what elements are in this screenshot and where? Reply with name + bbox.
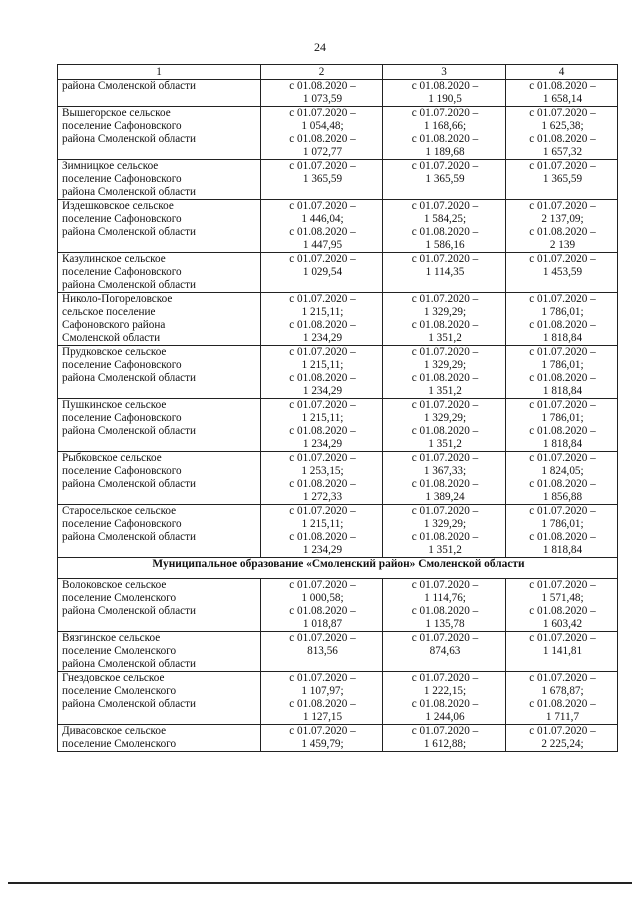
settlement-name-cell-line: Николо-Погореловское	[62, 293, 173, 305]
column-2-cell-line: 1 107,97;	[301, 685, 344, 697]
settlement-name-cell	[58, 253, 261, 293]
column-2-cell-line: 1 234,29	[302, 544, 343, 556]
settlement-name-cell-line: района Смоленской области	[62, 425, 197, 437]
column-3-cell	[383, 346, 506, 399]
column-3-cell-line: 874,63	[429, 645, 461, 657]
column-3-cell-line: с 01.07.2020 –	[411, 632, 479, 644]
column-2-cell-line: 1 073,59	[302, 93, 343, 105]
settlement-name-cell-line: Вышегорское сельское	[62, 107, 171, 119]
column-3-cell-line: с 01.07.2020 –	[411, 452, 479, 464]
table-row	[58, 253, 618, 293]
column-3-cell-line: с 01.07.2020 –	[411, 253, 479, 265]
section-row	[58, 558, 618, 579]
column-4-cell-line: 1 786,01;	[541, 518, 584, 530]
table-row	[58, 505, 618, 558]
table-body	[58, 80, 618, 752]
column-2-cell-line: 1 018,87	[302, 618, 343, 630]
column-4-cell	[506, 452, 618, 505]
table-row	[58, 579, 618, 632]
column-4-cell-line: 1 818,84	[542, 544, 583, 556]
column-3-cell-line: 1 351,2	[428, 332, 462, 344]
settlement-name-cell-line: района Смоленской области	[62, 279, 197, 291]
settlement-name-cell-line: Казулинское сельское	[62, 253, 166, 265]
table-row	[58, 200, 618, 253]
settlement-name-cell-line: Рыбковское сельское	[62, 452, 162, 464]
column-4-cell-line: с 01.08.2020 –	[529, 226, 596, 238]
column-3-cell-line: 1 389,24	[425, 491, 465, 503]
column-3-cell-line: 1 190,5	[428, 93, 462, 105]
column-2-cell-line: 1 215,11;	[301, 412, 344, 424]
column-4-cell-line: 1 824,05;	[541, 465, 584, 477]
column-header-1: 1	[58, 65, 261, 80]
column-4-cell-line: с 01.07.2020 –	[529, 160, 596, 172]
settlement-name-cell-line: Гнездовское сельское	[62, 672, 165, 684]
column-2-cell-line: 1 447,95	[302, 239, 343, 251]
column-3-cell-line: 1 329,29;	[423, 412, 467, 424]
column-3-cell	[383, 107, 506, 160]
column-2-cell-line: 1 215,11;	[301, 518, 344, 530]
column-2-cell-line: с 01.07.2020 –	[289, 253, 356, 265]
column-3-cell	[383, 505, 506, 558]
column-3-cell	[383, 293, 506, 346]
settlement-name-cell-line: Волоковское сельское	[62, 579, 167, 591]
column-4-cell	[506, 632, 618, 672]
column-2-cell-line: 1 215,11;	[301, 306, 344, 318]
column-2-cell-line: с 01.08.2020 –	[289, 80, 356, 92]
column-2-cell-line: с 01.07.2020 –	[289, 632, 356, 644]
column-3-cell-line: 1 351,2	[428, 438, 462, 450]
settlement-name-cell-line: района Смоленской области	[62, 186, 197, 198]
settlement-name-cell-line: сельское поселение	[62, 306, 156, 318]
column-2-cell-line: 1 272,33	[302, 491, 343, 503]
column-4-cell-line: с 01.07.2020 –	[529, 632, 596, 644]
settlement-name-cell-line: поселение Смоленского	[62, 685, 177, 697]
column-2-cell-line: 1 446,04;	[301, 213, 344, 225]
column-4-cell-line: 1 603,42	[542, 618, 583, 630]
column-4-cell-line: 1 658,14	[542, 93, 583, 105]
column-2-cell-line: с 01.08.2020 –	[289, 133, 356, 145]
settlement-name-cell-line: поселение Смоленского	[62, 738, 177, 750]
column-2-cell-line: 1 127,15	[302, 711, 343, 723]
column-3-cell-line: с 01.07.2020 –	[411, 725, 479, 737]
settlement-name-cell-line: Вязгинское сельское	[62, 632, 161, 644]
column-3-cell-line: с 01.08.2020 –	[411, 425, 479, 437]
column-4-cell	[506, 253, 618, 293]
settlement-name-cell-line: Зимницкое сельское	[62, 160, 159, 172]
settlement-name-cell-line: поселение Сафоновского	[62, 213, 182, 225]
column-2-cell-line: с 01.07.2020 –	[289, 399, 356, 411]
column-2-cell-line: 813,56	[307, 645, 338, 657]
table-row	[58, 107, 618, 160]
column-4-cell-line: 1 818,84	[542, 332, 583, 344]
settlement-name-cell	[58, 672, 261, 725]
column-3-cell-line: с 01.08.2020 –	[411, 133, 479, 145]
column-3-cell-line: 1 351,2	[428, 385, 462, 397]
column-2-cell-line: с 01.08.2020 –	[289, 226, 356, 238]
column-2-cell	[261, 505, 383, 558]
settlement-name-cell-line: района Смоленской области	[62, 658, 197, 670]
column-3-cell-line: 1 135,78	[425, 618, 465, 630]
column-3-cell-line: с 01.07.2020 –	[411, 293, 479, 305]
column-3-cell-line: 1 168,66;	[423, 120, 467, 132]
settlement-name-cell-line: Издешковское сельское	[62, 200, 174, 212]
column-2-cell	[261, 346, 383, 399]
column-2-cell-line: с 01.07.2020 –	[289, 346, 356, 358]
column-4-cell-line: с 01.08.2020 –	[529, 372, 596, 384]
column-2-cell-line: с 01.07.2020 –	[289, 293, 356, 305]
column-4-cell-line: 1 856,88	[542, 491, 583, 503]
column-4-cell-line: 2 139	[549, 239, 576, 251]
column-header-3: 3	[383, 65, 506, 80]
column-3-cell-line: 1 365,59	[425, 173, 465, 185]
column-3-cell-line: 1 329,29;	[423, 518, 467, 530]
column-2-cell-line: с 01.07.2020 –	[289, 452, 356, 464]
column-3-cell-line: 1 586,16	[425, 239, 465, 251]
settlement-name-cell-line: района Смоленской области	[62, 372, 197, 384]
settlement-name-cell-line: Дивасовское сельское	[62, 725, 167, 737]
column-4-cell-line: 1 711,7	[545, 711, 580, 723]
settlement-name-cell	[58, 452, 261, 505]
column-3-cell-line: 1 114,35	[425, 266, 465, 278]
settlement-name-cell-line: поселение Сафоновского	[62, 266, 182, 278]
column-4-cell-line: с 01.08.2020 –	[529, 425, 596, 437]
settlement-name-cell-line: поселение Смоленского	[62, 645, 177, 657]
settlement-name-cell-line: поселение Сафоновского	[62, 412, 182, 424]
table-row	[58, 399, 618, 452]
column-3-cell-line: с 01.08.2020 –	[411, 698, 479, 710]
column-2-cell-line: 1 234,29	[302, 332, 343, 344]
column-2-cell-line: с 01.08.2020 –	[289, 372, 356, 384]
column-3-cell	[383, 672, 506, 725]
column-3-cell	[383, 452, 506, 505]
column-2-cell-line: 1 072,77	[302, 146, 343, 158]
settlement-name-cell-line: района Смоленской области	[62, 133, 197, 145]
column-4-cell-line: 1 625,38;	[541, 120, 584, 132]
column-4-cell	[506, 505, 618, 558]
column-3-cell-line: 1 189,68	[425, 146, 465, 158]
column-2-cell-line: 1 215,11;	[301, 359, 344, 371]
settlement-name-cell-line: района Смоленской области	[62, 226, 197, 238]
column-4-cell-line: с 01.07.2020 –	[529, 452, 596, 464]
section-title: Муниципальное образование «Смоленский район» Смоленской области	[58, 558, 618, 579]
column-4-cell-line: с 01.07.2020 –	[529, 293, 596, 305]
column-2-cell-line: 1 234,29	[302, 438, 343, 450]
column-2-cell-line: с 01.07.2020 –	[289, 725, 356, 737]
table-row	[58, 452, 618, 505]
column-2-cell-line: с 01.07.2020 –	[289, 107, 356, 119]
bottom-divider	[8, 882, 632, 884]
column-2-cell-line: 1 029,54	[302, 266, 343, 278]
column-4-cell-line: 1 786,01;	[541, 306, 584, 318]
column-2-cell-line: с 01.08.2020 –	[289, 605, 356, 617]
column-4-cell-line: с 01.07.2020 –	[529, 399, 596, 411]
column-3-cell-line: с 01.07.2020 –	[411, 399, 479, 411]
column-2-cell	[261, 632, 383, 672]
column-4-cell	[506, 579, 618, 632]
settlement-name-cell-line: поселение Сафоновского	[62, 173, 182, 185]
column-3-cell-line: с 01.08.2020 –	[411, 478, 479, 490]
column-3-cell-line: 1 329,29;	[423, 306, 467, 318]
column-4-cell	[506, 160, 618, 200]
column-header-4: 4	[506, 65, 618, 80]
column-3-cell-line: с 01.08.2020 –	[411, 531, 479, 543]
column-4-cell-line: 1 571,48;	[541, 592, 584, 604]
settlement-name-cell-line: Старосельское сельское	[62, 505, 177, 517]
header-row	[58, 65, 618, 80]
settlement-name-cell	[58, 346, 261, 399]
page-number: 24	[314, 40, 326, 54]
settlement-name-cell	[58, 293, 261, 346]
column-2-cell-line: с 01.07.2020 –	[289, 200, 356, 212]
column-4-cell-line: с 01.07.2020 –	[529, 725, 596, 737]
column-4-cell-line: 1 453,59	[542, 266, 583, 278]
settlement-name-cell-line: поселение Сафоновского	[62, 120, 182, 132]
column-2-cell-line: 1 000,58;	[301, 592, 344, 604]
column-2-cell-line: 1 365,59	[302, 173, 343, 185]
column-2-cell	[261, 80, 383, 107]
settlement-name-cell	[58, 200, 261, 253]
column-3-cell-line: с 01.07.2020 –	[411, 505, 479, 517]
column-2-cell	[261, 672, 383, 725]
column-4-cell-line: с 01.08.2020 –	[529, 478, 596, 490]
column-3-cell-line: 1 329,29;	[423, 359, 467, 371]
column-3-cell-line: с 01.08.2020 –	[411, 226, 479, 238]
column-4-cell-line: 1 141,81	[542, 645, 583, 657]
column-3-cell-line: с 01.07.2020 –	[411, 346, 479, 358]
column-4-cell	[506, 107, 618, 160]
column-4-cell-line: 1 818,84	[542, 438, 583, 450]
column-4-cell-line: с 01.08.2020 –	[529, 319, 596, 331]
column-3-cell-line: с 01.07.2020 –	[411, 579, 479, 591]
column-2-cell	[261, 579, 383, 632]
column-3-cell	[383, 725, 506, 752]
settlement-name-cell	[58, 579, 261, 632]
settlement-name-cell	[58, 80, 261, 107]
column-3-cell	[383, 632, 506, 672]
column-4-cell-line: с 01.07.2020 –	[529, 200, 596, 212]
column-3-cell-line: 1 584,25;	[423, 213, 467, 225]
column-4-cell	[506, 672, 618, 725]
column-2-cell	[261, 200, 383, 253]
table-row	[58, 346, 618, 399]
settlement-name-cell	[58, 160, 261, 200]
column-4-cell-line: с 01.07.2020 –	[529, 579, 596, 591]
column-4-cell-line: 1 786,01;	[541, 412, 584, 424]
column-4-cell-line: с 01.08.2020 –	[529, 605, 596, 617]
column-2-cell-line: с 01.08.2020 –	[289, 478, 356, 490]
column-3-cell	[383, 399, 506, 452]
column-4-cell-line: с 01.08.2020 –	[529, 133, 596, 145]
table-row	[58, 293, 618, 346]
column-4-cell-line: с 01.07.2020 –	[529, 505, 596, 517]
column-2-cell-line: 1 234,29	[302, 385, 343, 397]
settlement-name-cell-line: Смоленской области	[62, 332, 161, 344]
column-4-cell-line: с 01.07.2020 –	[529, 107, 596, 119]
settlement-name-cell-line: Прудковское сельское	[62, 346, 167, 358]
column-4-cell-line: 1 678,87;	[541, 685, 584, 697]
column-3-cell-line: с 01.07.2020 –	[411, 200, 479, 212]
column-3-cell-line: 1 114,76;	[424, 592, 466, 604]
column-2-cell-line: с 01.08.2020 –	[289, 319, 356, 331]
column-3-cell-line: 1 351,2	[428, 544, 462, 556]
settlement-name-cell-line: Сафоновского района	[62, 319, 166, 331]
column-4-cell-line: с 01.07.2020 –	[529, 346, 596, 358]
column-2-cell-line: 1 253,15;	[301, 465, 344, 477]
column-2-cell-line: с 01.07.2020 –	[289, 505, 356, 517]
column-4-cell-line: 2 225,24;	[541, 738, 584, 750]
settlement-name-cell	[58, 107, 261, 160]
column-3-cell	[383, 253, 506, 293]
column-4-cell-line: с 01.08.2020 –	[529, 698, 596, 710]
column-4-cell-line: 1 657,32	[542, 146, 583, 158]
table-row	[58, 80, 618, 107]
settlement-name-cell-line: района Смоленской области	[62, 80, 197, 92]
column-2-cell	[261, 253, 383, 293]
settlement-name-cell-line: поселение Смоленского	[62, 592, 177, 604]
column-2-cell	[261, 160, 383, 200]
column-2-cell-line: с 01.08.2020 –	[289, 698, 356, 710]
column-2-cell-line: 1 459,79;	[301, 738, 344, 750]
column-3-cell-line: с 01.08.2020 –	[411, 80, 479, 92]
settlement-name-cell-line: района Смоленской области	[62, 698, 197, 710]
table-row	[58, 632, 618, 672]
column-4-cell	[506, 80, 618, 107]
settlement-name-cell	[58, 725, 261, 752]
column-2-cell	[261, 725, 383, 752]
column-3-cell-line: 1 612,88;	[423, 738, 467, 750]
column-header-2: 2	[261, 65, 383, 80]
column-3-cell-line: с 01.07.2020 –	[411, 160, 479, 172]
settlement-name-cell	[58, 632, 261, 672]
column-2-cell	[261, 107, 383, 160]
column-4-cell	[506, 200, 618, 253]
column-3-cell-line: с 01.08.2020 –	[411, 605, 479, 617]
column-4-cell	[506, 725, 618, 752]
column-4-cell-line: 1 365,59	[542, 173, 583, 185]
column-4-cell-line: с 01.07.2020 –	[529, 253, 596, 265]
tariff-table	[57, 64, 618, 752]
column-2-cell-line: с 01.08.2020 –	[289, 425, 356, 437]
settlement-name-cell-line: района Смоленской области	[62, 531, 197, 543]
column-2-cell	[261, 452, 383, 505]
column-2-cell	[261, 399, 383, 452]
settlement-name-cell-line: поселение Сафоновского	[62, 465, 182, 477]
column-4-cell	[506, 399, 618, 452]
settlement-name-cell	[58, 505, 261, 558]
settlement-name-cell-line: Пушкинское сельское	[62, 399, 167, 411]
column-2-cell	[261, 293, 383, 346]
column-4-cell-line: 1 786,01;	[541, 359, 584, 371]
table-row	[58, 160, 618, 200]
column-3-cell-line: 1 244,06	[425, 711, 465, 723]
column-3-cell	[383, 80, 506, 107]
column-3-cell-line: с 01.07.2020 –	[411, 107, 479, 119]
column-2-cell-line: с 01.08.2020 –	[289, 531, 356, 543]
column-4-cell-line: 1 818,84	[542, 385, 583, 397]
column-3-cell-line: с 01.08.2020 –	[411, 372, 479, 384]
column-4-cell	[506, 293, 618, 346]
column-2-cell-line: 1 054,48;	[301, 120, 344, 132]
column-3-cell	[383, 160, 506, 200]
column-3-cell-line: 1 367,33;	[423, 465, 467, 477]
column-3-cell	[383, 200, 506, 253]
settlement-name-cell-line: поселение Сафоновского	[62, 359, 182, 371]
column-4-cell-line: с 01.08.2020 –	[529, 80, 596, 92]
column-3-cell-line: с 01.08.2020 –	[411, 319, 479, 331]
column-4-cell-line: с 01.07.2020 –	[529, 672, 596, 684]
column-4-cell	[506, 346, 618, 399]
column-4-cell-line: 2 137,09;	[541, 213, 584, 225]
column-3-cell-line: с 01.07.2020 –	[411, 672, 479, 684]
column-2-cell-line: с 01.07.2020 –	[289, 579, 356, 591]
column-2-cell-line: с 01.07.2020 –	[289, 672, 356, 684]
settlement-name-cell-line: района Смоленской области	[62, 478, 197, 490]
settlement-name-cell-line: района Смоленской области	[62, 605, 197, 617]
column-4-cell-line: с 01.08.2020 –	[529, 531, 596, 543]
settlement-name-cell-line: поселение Сафоновского	[62, 518, 182, 530]
settlement-name-cell	[58, 399, 261, 452]
column-2-cell-line: с 01.07.2020 –	[289, 160, 356, 172]
table-row	[58, 725, 618, 752]
table-row	[58, 672, 618, 725]
column-3-cell	[383, 579, 506, 632]
column-3-cell-line: 1 222,15;	[423, 685, 467, 697]
